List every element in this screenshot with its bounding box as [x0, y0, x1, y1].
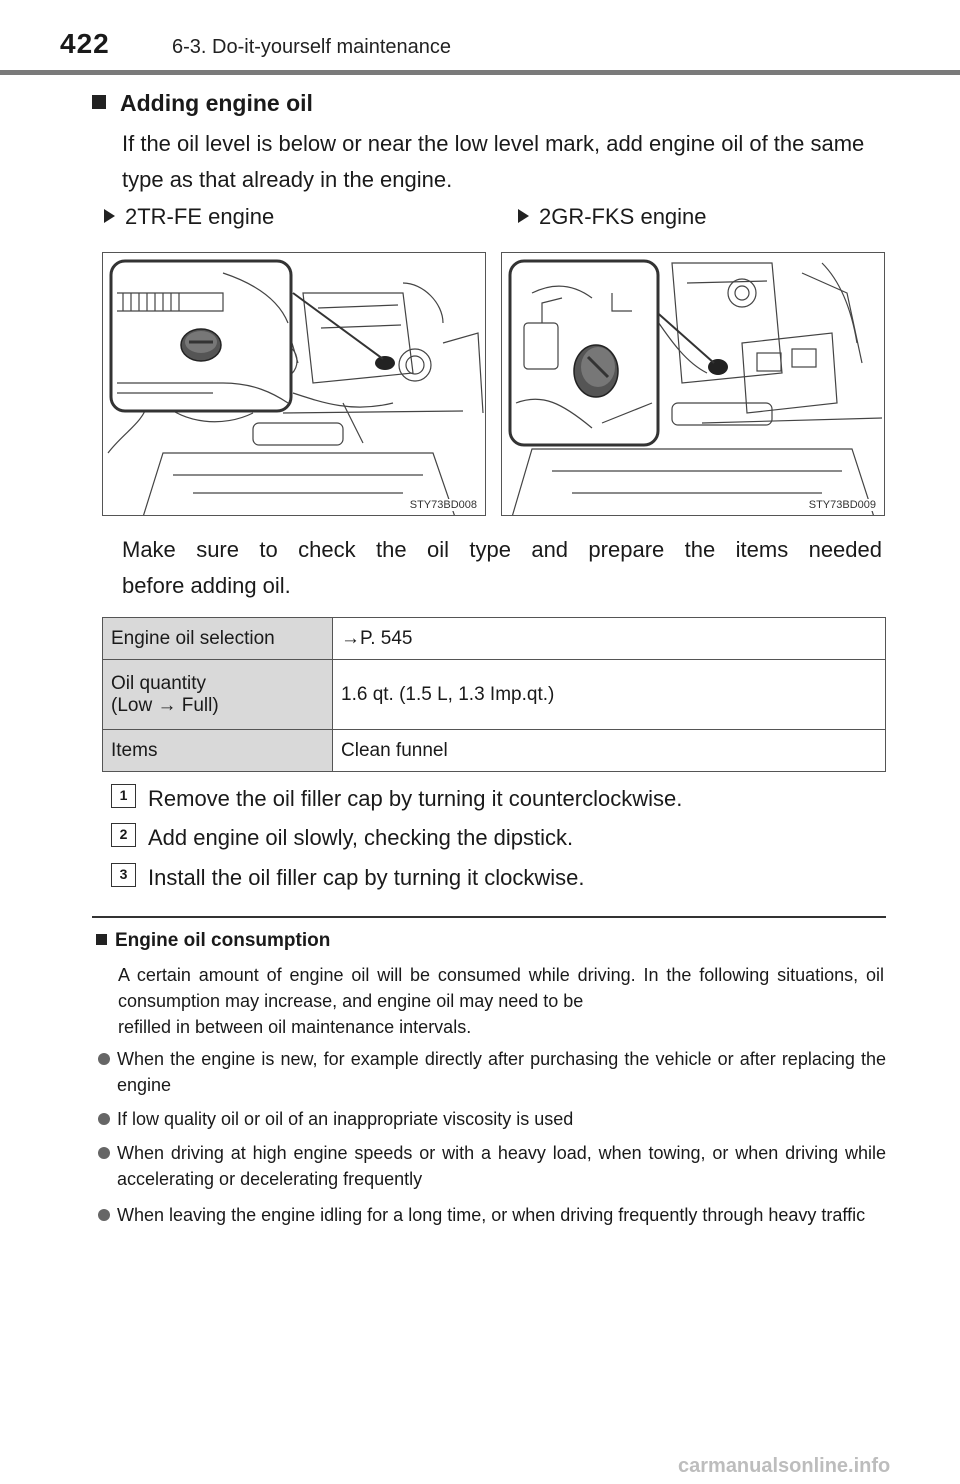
list-item-text: If low quality oil or oil of an inappropriate viscosity is used — [117, 1109, 574, 1129]
step-text: Remove the oil filler cap by turning it counterclockwise. — [148, 786, 683, 811]
variant-label: 2TR-FE engine — [125, 204, 275, 229]
engine-bay-drawing — [103, 253, 486, 516]
preparation-note — [122, 532, 882, 604]
note-line: Make sure to check the oil type and prepare the items needed — [122, 537, 882, 562]
bullet-dot-icon — [98, 1113, 110, 1125]
list-item — [98, 1046, 886, 1098]
bullet-dot-icon — [98, 1053, 110, 1065]
step-number: 3 — [111, 863, 136, 887]
step-number: 2 — [111, 823, 136, 847]
note-line: before adding oil. — [122, 573, 291, 598]
table-cell-value — [333, 618, 886, 660]
oil-spec-table — [102, 617, 886, 772]
label-line: Oil quantity — [111, 672, 207, 694]
engine-illustration-2tr — [102, 252, 486, 516]
section-intro: If the oil level is below or near the low level mark, add engine oil of the same type as that already in the engine. — [122, 131, 865, 192]
table-row — [103, 730, 886, 772]
table-cell-label: Engine oil selection — [103, 618, 333, 660]
bullet-dot-icon — [98, 1209, 110, 1221]
consumption-title-text: Engine oil consumption — [115, 930, 331, 951]
table-cell-label: Items — [103, 730, 333, 772]
page-number: 422 — [60, 28, 110, 59]
list-item-text: When driving at high engine speeds or with a heavy load, when towing, or when driving while accelerating or decelerating frequently — [117, 1143, 886, 1189]
arrow-right-icon: → — [157, 694, 177, 716]
step-text: Install the oil filler cap by turning it clockwise. — [148, 865, 585, 890]
table-cell-label — [103, 660, 333, 730]
engine-bay-drawing — [502, 253, 885, 516]
list-item — [98, 1140, 886, 1192]
page-ref: P. 545 — [360, 627, 413, 649]
label-line — [111, 695, 324, 717]
bullet-dot-icon — [98, 1147, 110, 1159]
triangle-right-icon — [104, 209, 115, 223]
figure-code: STY73BD009 — [808, 499, 876, 511]
chapter-title: 6-3. Do-it-yourself maintenance — [172, 36, 452, 58]
variant-heading-2tr — [104, 204, 274, 230]
table-cell-value: Clean funnel — [333, 730, 886, 772]
square-bullet-icon — [96, 934, 107, 945]
engine-illustration-2gr — [501, 252, 885, 516]
list-item — [98, 1106, 886, 1132]
list-item-text: When the engine is new, for example directly after purchasing the vehicle or after replacing the engine — [117, 1049, 886, 1095]
table-cell-value: 1.6 qt. (1.5 L, 1.3 Imp.qt.) — [333, 660, 886, 730]
square-bullet-icon — [92, 95, 106, 109]
figure-code: STY73BD008 — [409, 499, 477, 511]
list-item — [98, 1202, 886, 1228]
variant-heading-2gr — [518, 204, 707, 230]
step-3 — [111, 863, 585, 889]
consumption-paragraph — [118, 962, 884, 1040]
label-part: (Low — [111, 694, 158, 716]
section-title — [92, 90, 313, 117]
watermark: carmanualsonline.info — [678, 1455, 891, 1477]
section-divider — [92, 916, 886, 918]
arrow-right-icon: → — [341, 627, 360, 649]
step-2 — [111, 823, 573, 849]
step-number: 1 — [111, 784, 136, 808]
list-item-text: When leaving the engine idling for a long time, or when driving frequently through heavy traffic — [117, 1205, 866, 1225]
table-row — [103, 618, 886, 660]
page-header — [0, 0, 960, 76]
step-1 — [111, 784, 682, 810]
paragraph-text: refilled in between oil maintenance intervals. — [118, 1017, 472, 1037]
step-text: Add engine oil slowly, checking the dipstick. — [148, 825, 574, 850]
section-title-text: Adding engine oil — [120, 90, 313, 116]
paragraph-text: A certain amount of engine oil will be consumed while driving. In the following situations, oil consumption may increase, and engine oil may need to be — [118, 965, 884, 1011]
table-row — [103, 660, 886, 730]
variant-label: 2GR-FKS engine — [539, 204, 707, 229]
label-part: Full) — [176, 694, 219, 716]
consumption-title — [96, 930, 330, 952]
header-rule — [0, 70, 960, 75]
triangle-right-icon — [518, 209, 529, 223]
